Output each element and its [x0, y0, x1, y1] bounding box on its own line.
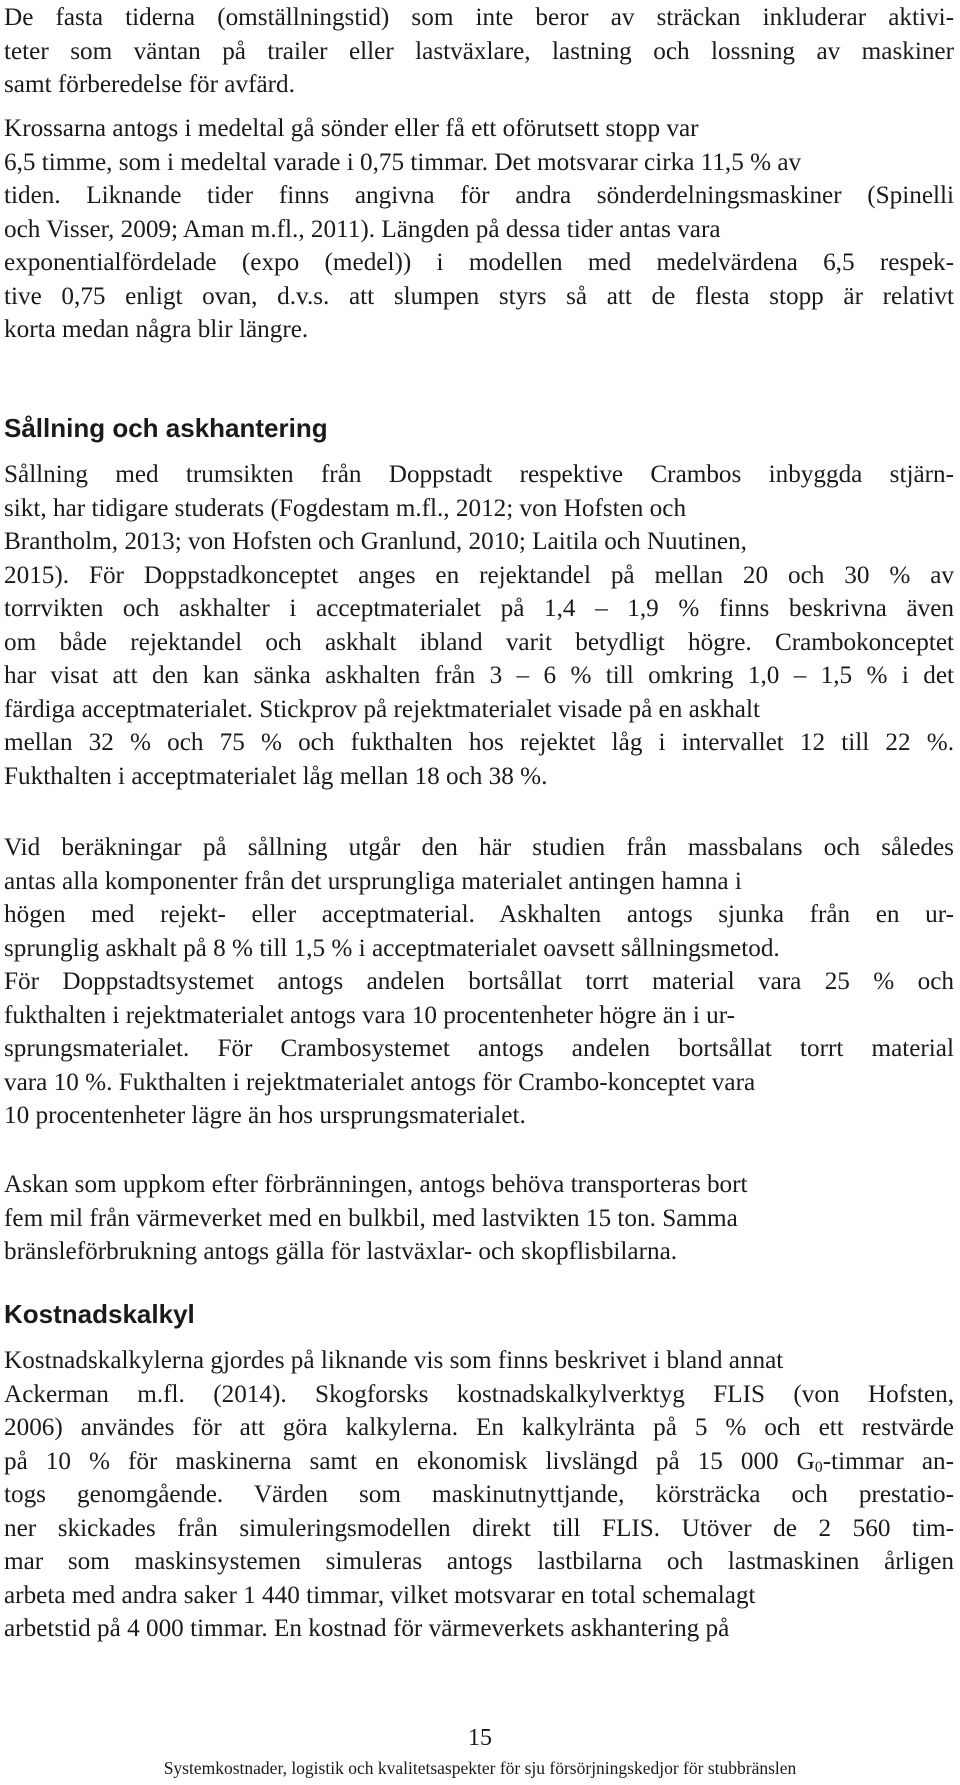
text-line: Kostnadskalkylerna gjordes på liknande vis som finns beskrivet i bland annat — [4, 1347, 784, 1374]
text-line: Sållning med trumsikten från Doppstadt respektive Crambos inbyggda stjärn- — [4, 461, 954, 488]
paragraph — [4, 1344, 954, 1646]
text-line: arbeta med andra saker 1 440 timmar, vilket motsvarar en total schemalagt — [4, 1581, 756, 1609]
text-line: teter som väntan på trailer eller lastväxlare, lastning och lossning av maskiner — [4, 37, 954, 65]
subscript: 0 — [814, 1458, 823, 1476]
text-line: har visat att den kan sänka askhalten från 3 – 6 % till omkring 1,0 – 1,5 % i det — [4, 662, 954, 689]
text-line: mar som maskinsystemen simuleras antogs lastbilarna och lastmaskinen årligen — [4, 1548, 954, 1575]
text-line: sprunglig askhalt på 8 % till 1,5 % i acceptmaterialet oavsett sållningsmetod. — [4, 934, 780, 962]
text-line: samt förberedelse för avfärd. — [4, 71, 295, 98]
section-heading: Sållning och askhantering — [4, 413, 328, 443]
text-line: antas alla komponenter från det ursprungliga materialet antingen hamna i — [4, 867, 742, 895]
section-heading: Kostnadskalkyl — [4, 1299, 195, 1329]
text-line: fukthalten i rejektmaterialet antogs vara 10 procentenheter högre än i ur- — [4, 1001, 736, 1029]
text-line: De fasta tiderna (omställningstid) som inte beror av sträckan inkluderar aktivi- — [4, 4, 954, 31]
text-line: sprungsmaterialet. För Crambosystemet antogs andelen bortsållat torrt material — [4, 1035, 954, 1062]
text-run: -timmar an- — [822, 1447, 955, 1475]
text-line: Brantholm, 2013; von Hofsten och Granlund, 2010; Laitila och Nuutinen, — [4, 528, 747, 555]
text-line: ner skickades från simuleringsmodellen direkt till FLIS. Utöver de 2 560 tim- — [4, 1514, 954, 1542]
text-line: 10 procentenheter lägre än hos ursprungsmaterialet. — [4, 1102, 526, 1129]
text-line: tiden. Liknande tider finns angivna för andra sönderdelningsmaskiner (Spinelli — [4, 182, 954, 209]
text-line: fem mil från värmeverket med en bulkbil, med lastvikten 15 ton. Samma — [4, 1204, 738, 1232]
text-line: vara 10 %. Fukthalten i rejektmaterialet antogs för Crambo-konceptet vara — [4, 1068, 756, 1096]
text-line: 6,5 timme, som i medeltal varade i 0,75 timmar. Det motsvarar cirka 11,5 % av — [4, 148, 802, 176]
paragraph — [4, 831, 954, 1133]
text-line: exponentialfördelade (expo (medel)) i modellen med medelvärdena 6,5 respek- — [4, 249, 954, 276]
text-line: Vid beräkningar på sållning utgår den här studien från massbalans och således — [4, 834, 954, 861]
paragraph — [4, 1168, 954, 1269]
text-line — [4, 1445, 954, 1479]
text-line: Askan som uppkom efter förbränningen, antogs behöva transporteras bort — [4, 1171, 748, 1198]
text-line: togs genomgående. Värden som maskinutnyttjande, körsträcka och prestatio- — [4, 1481, 954, 1508]
running-footer: Systemkostnader, logistik och kvalitetsaspekter för sju försörjningskedjor för stubbränslen — [163, 1758, 797, 1778]
text-line: Krossarna antogs i medeltal gå sönder eller få ett oförutsett stopp var — [4, 115, 699, 142]
text-line: bränsleförbrukning antogs gälla för lastväxlar- och skopflisbilarna. — [4, 1238, 678, 1265]
text-line: högen med rejekt- eller acceptmaterial. Askhalten antogs sjunka från en ur- — [4, 901, 954, 928]
text-line: om både rejektandel och askhalt ibland varit betydligt högre. Crambokonceptet — [4, 628, 954, 656]
text-line: korta medan några blir längre. — [4, 316, 309, 343]
text-line: sikt, har tidigare studerats (Fogdestam m.fl., 2012; von Hofsten och — [4, 494, 687, 522]
text-line: För Doppstadtsystemet antogs andelen bortsållat torrt material vara 25 % och — [4, 968, 954, 995]
text-run: på 10 % för maskinerna samt en ekonomisk livslängd på 15 000 G — [4, 1447, 815, 1475]
text-line: mellan 32 % och 75 % och fukthalten hos rejektet låg i intervallet 12 till 22 %. — [4, 729, 954, 756]
paragraph — [4, 112, 954, 347]
text-line: Fukthalten i acceptmaterialet låg mellan 18 och 38 %. — [4, 762, 548, 790]
text-line: och Visser, 2009; Aman m.fl., 2011). Längden på dessa tider antas vara — [4, 215, 721, 243]
page-number: 15 — [468, 1725, 492, 1751]
text-line: arbetstid på 4 000 timmar. En kostnad för värmeverkets askhantering på — [4, 1615, 730, 1642]
text-line: Ackerman m.fl. (2014). Skogforsks kostnadskalkylverktyg FLIS (von Hofsten, — [4, 1380, 954, 1408]
paragraph — [4, 1, 954, 102]
text-line: 2015). För Doppstadkonceptet anges en rejektandel på mellan 20 och 30 % av — [4, 561, 954, 589]
text-line: torrvikten och askhalter i acceptmaterialet på 1,4 – 1,9 % finns beskrivna även — [4, 595, 954, 622]
text-line: 2006) användes för att göra kalkylerna. En kalkylränta på 5 % och ett restvärde — [4, 1414, 954, 1441]
paragraph — [4, 458, 954, 793]
text-line: färdiga acceptmaterialet. Stickprov på rejektmaterialet visade på en askhalt — [4, 695, 760, 723]
text-line: tive 0,75 enligt ovan, d.v.s. att slumpen styrs så att de flesta stopp är relativt — [4, 282, 954, 310]
